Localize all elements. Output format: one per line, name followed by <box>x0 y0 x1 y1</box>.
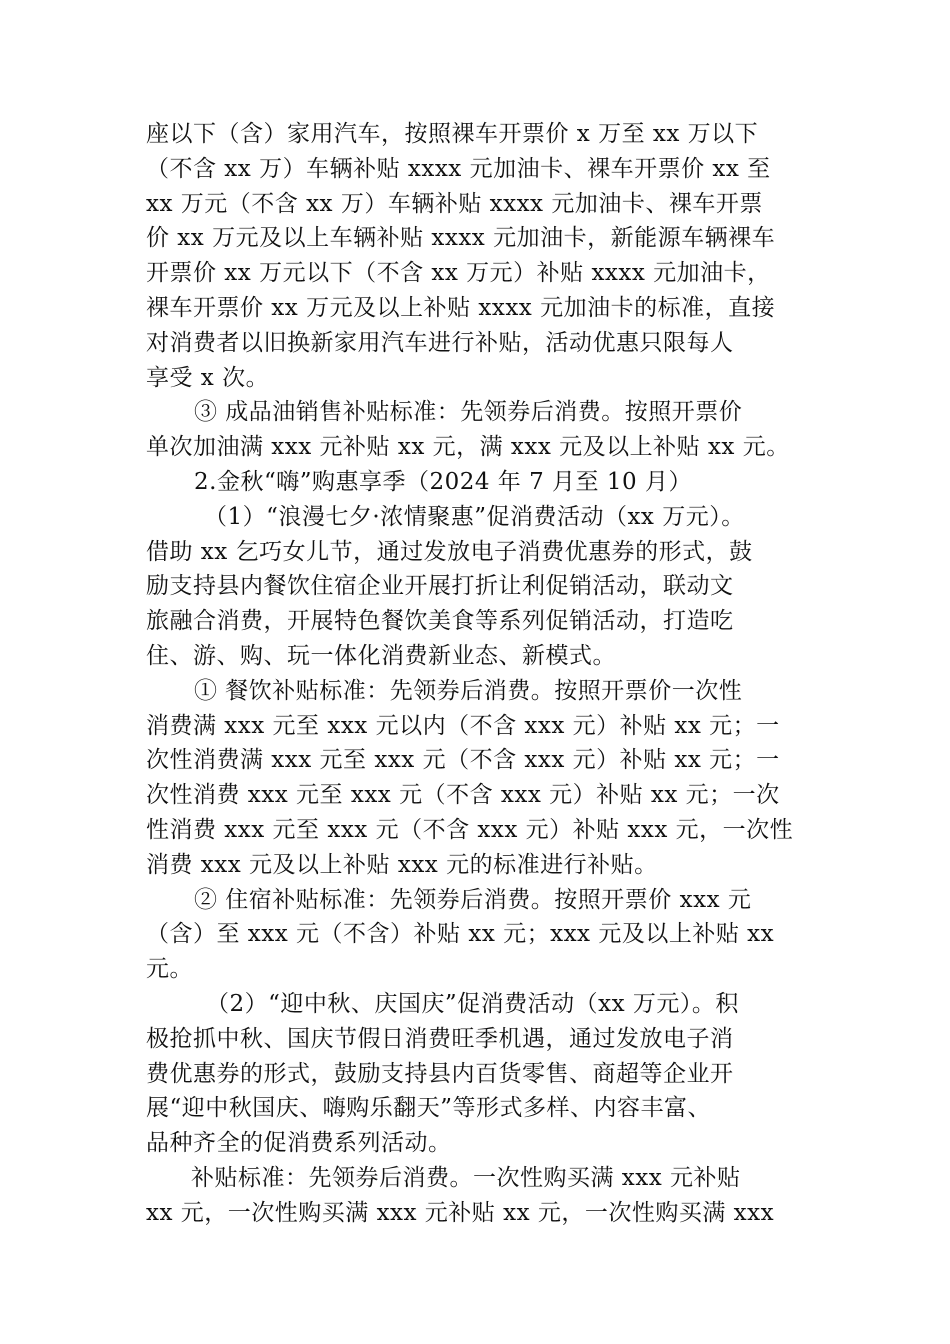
text-line: 旅融合消费，开展特色餐饮美食等系列促销活动，打造吃 <box>146 608 734 635</box>
text-line: 单次加油满 xxx 元补贴 xx 元，满 xxx 元及以上补贴 xx 元。 <box>146 434 790 461</box>
subsection-heading: （1）“浪漫七夕·浓情聚惠”促消费活动（xx 万元）。 <box>204 503 745 530</box>
text-line: 品种齐全的促消费系列活动。 <box>146 1130 452 1157</box>
text-line: 消费 xxx 元及以上补贴 xxx 元的标准进行补贴。 <box>146 851 658 878</box>
text-line: 次性消费满 xxx 元至 xxx 元（不含 xxx 元）补贴 xx 元；一 <box>146 747 780 774</box>
text-line: 开票价 xx 万元以下（不含 xx 万元）补贴 xxxx 元加油卡， <box>146 260 771 287</box>
text-line: 元。 <box>146 956 193 983</box>
text-line: 裸车开票价 xx 万元及以上补贴 xxxx 元加油卡的标准，直接 <box>146 294 776 321</box>
paragraph-start: ① 餐饮补贴标准：先领券后消费。按照开票价一次性 <box>194 677 743 704</box>
section-heading: 2.金秋“嗨”购惠享季（2024 年 7 月至 10 月） <box>194 468 692 495</box>
text-line: 座以下（含）家用汽车，按照裸车开票价 x 万至 xx 万以下 <box>146 121 759 147</box>
text-line: 励支持县内餐饮住宿企业开展打折让利促销活动，联动文 <box>146 573 734 600</box>
text-line: xx 万元（不含 xx 万）车辆补贴 xxxx 元加油卡、裸车开票 <box>146 190 763 217</box>
text-line: （含）至 xxx 元（不含）补贴 xx 元；xxx 元及以上补贴 xx <box>146 921 775 948</box>
paragraph-start: ③ 成品油销售补贴标准：先领券后消费。按照开票价 <box>194 399 743 426</box>
text-line: 对消费者以旧换新家用汽车进行补贴，活动优惠只限每人 <box>146 329 734 356</box>
text-line: 费优惠券的形式，鼓励支持县内百货零售、商超等企业开 <box>146 1060 734 1087</box>
text-line: （不含 xx 万）车辆补贴 xxxx 元加油卡、裸车开票价 xx 至 <box>146 155 771 182</box>
text-line: 住、游、购、玩一体化消费新业态、新模式。 <box>146 642 616 669</box>
paragraph-start: 补贴标准：先领券后消费。一次性购买满 xxx 元补贴 <box>191 1164 741 1191</box>
text-line: 次性消费 xxx 元至 xxx 元（不含 xxx 元）补贴 xx 元；一次 <box>146 782 780 809</box>
subsection-heading: （2）“迎中秋、庆国庆”促消费活动（xx 万元）。积 <box>206 990 739 1017</box>
document-body <box>146 117 814 1231</box>
text-line: xx 元，一次性购买满 xxx 元补贴 xx 元，一次性购买满 xxx <box>146 1199 775 1226</box>
text-line: 价 xx 万元及以上车辆补贴 xxxx 元加油卡，新能源车辆裸车 <box>146 225 776 252</box>
text-line: 消费满 xxx 元至 xxx 元以内（不含 xxx 元）补贴 xx 元；一 <box>146 712 780 739</box>
text-line: 借助 xx 乞巧女儿节，通过发放电子消费优惠券的形式，鼓 <box>146 538 753 565</box>
paragraph-start: ② 住宿补贴标准：先领券后消费。按照开票价 xxx 元 <box>194 886 752 913</box>
text-line: 性消费 xxx 元至 xxx 元（不含 xxx 元）补贴 xxx 元，一次性 <box>146 816 794 843</box>
text-line: 极抢抓中秋、国庆节假日消费旺季机遇，通过发放电子消 <box>146 1025 734 1052</box>
text-line: 享受 x 次。 <box>146 364 270 391</box>
text-line: 展“迎中秋国庆、嗨购乐翻天”等形式多样、内容丰富、 <box>146 1095 712 1122</box>
